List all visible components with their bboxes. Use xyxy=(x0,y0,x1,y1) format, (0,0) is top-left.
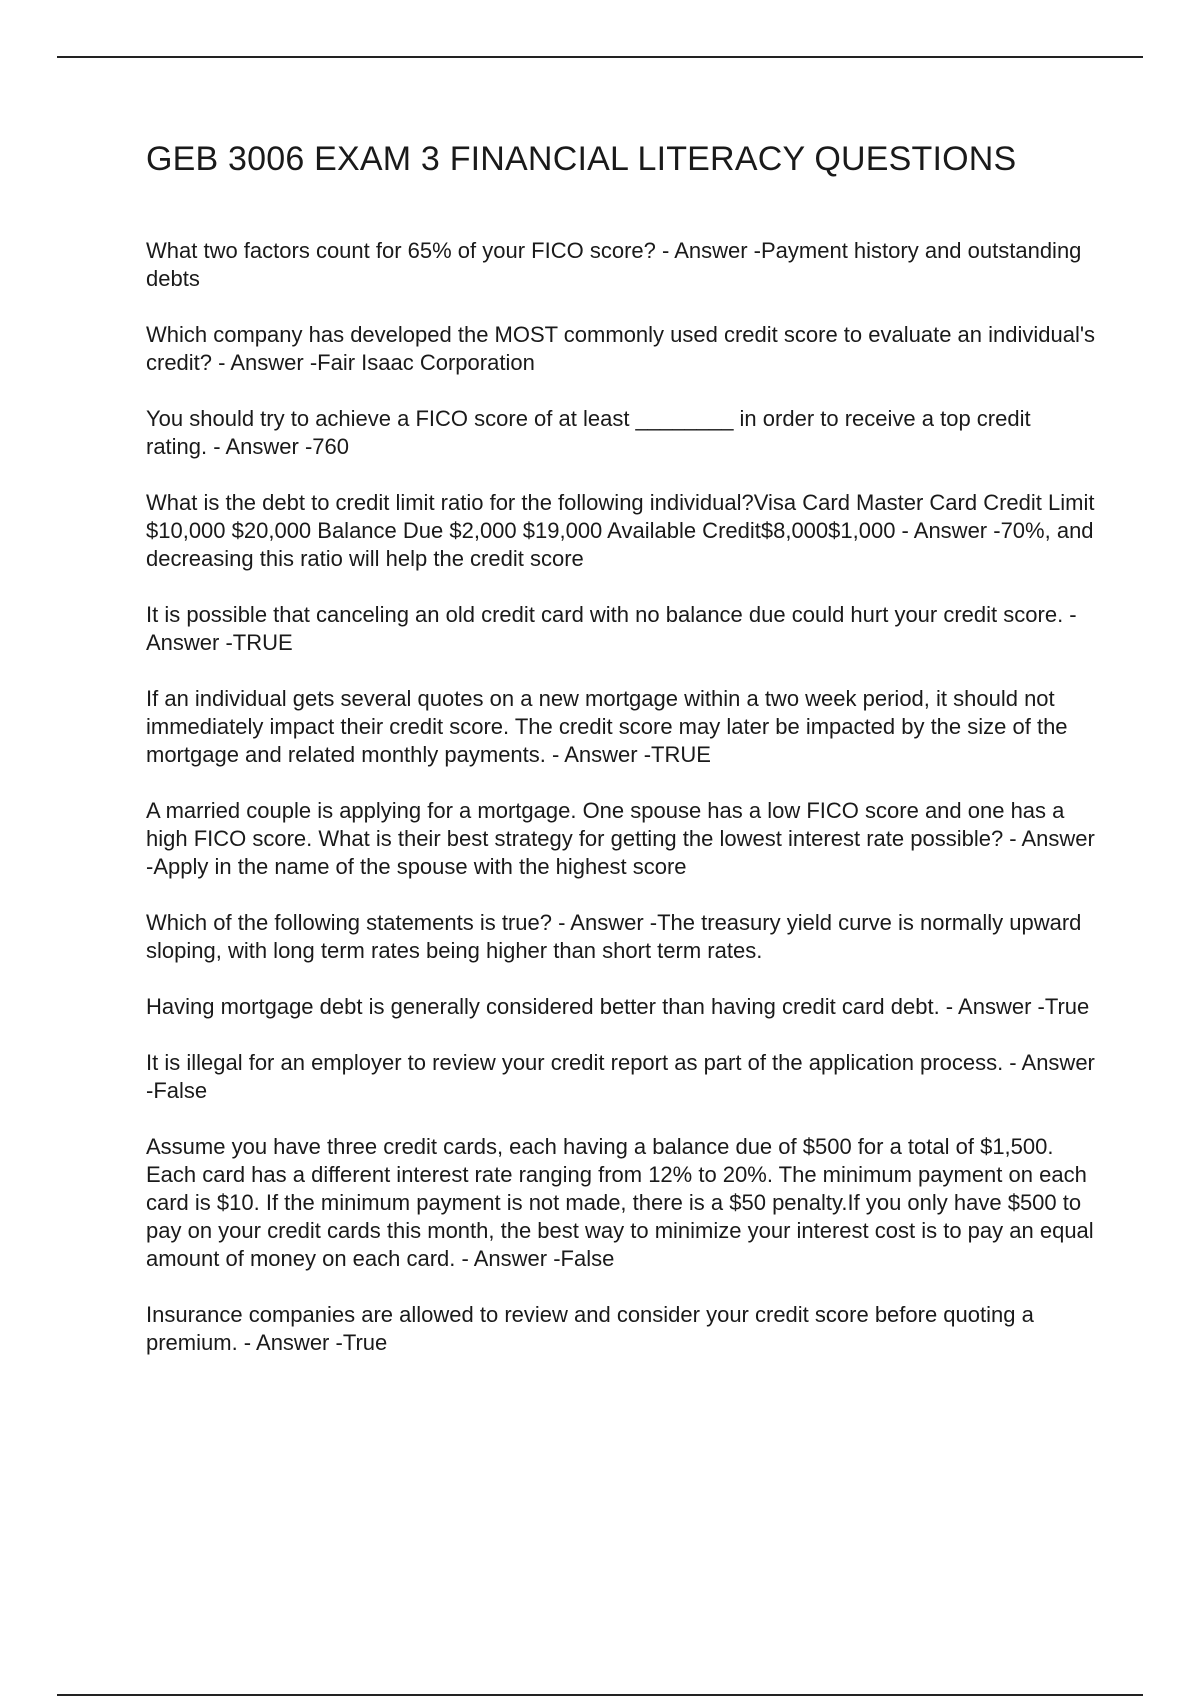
qa-item: Which company has developed the MOST commonly used credit score to evaluate an individual's credit? - Answer -Fair Isaac Corporation xyxy=(146,322,1096,375)
qa-item: If an individual gets several quotes on a new mortgage within a two week period, it should not immediately impact their credit score. The credit score may later be impacted by the size of the mortgage and related monthly payments. - Answer -TRUE xyxy=(146,686,1068,767)
qa-item: What is the debt to credit limit ratio for the following individual?Visa Card Master Card Credit Limit $10,000 $20,000 Balance Due $2,000 $19,000 Available Credit$8,000$1,000 - Answer -70%, and decreasing this ratio will help the credit score xyxy=(146,490,1095,571)
qa-item: What two factors count for 65% of your FICO score? - Answer -Payment history and outstanding debts xyxy=(146,238,1082,291)
qa-item: It is illegal for an employer to review your credit report as part of the application process. - Answer -False xyxy=(146,1050,1095,1103)
qa-item: You should try to achieve a FICO score of at least ________ in order to receive a top credit rating. - Answer -760 xyxy=(146,406,1031,459)
qa-item: Assume you have three credit cards, each having a balance due of $500 for a total of $1,500. Each card has a different interest rate ranging from 12% to 20%. The minimum payment on each card is $10. If the minimum payment is not made, there is a $50 penalty.If you only have $500 to pay on your credit cards this month, the best way to minimize your interest cost is to pay an equal amount of money on each card. - Answer -False xyxy=(146,1134,1094,1271)
qa-item: Insurance companies are allowed to review and consider your credit score before quoting a premium. - Answer -True xyxy=(146,1302,1034,1355)
document-body xyxy=(146,140,1096,1385)
qa-item: A married couple is applying for a mortgage. One spouse has a low FICO score and one has a high FICO score. What is their best strategy for getting the lowest interest rate possible? - Answer -Apply in the name of the spouse with the highest score xyxy=(146,798,1095,879)
qa-item: Having mortgage debt is generally considered better than having credit card debt. - Answer -True xyxy=(146,994,1090,1019)
bottom-rule xyxy=(57,1694,1143,1696)
top-rule xyxy=(57,56,1143,58)
qa-item: Which of the following statements is true? - Answer -The treasury yield curve is normally upward sloping, with long term rates being higher than short term rates. xyxy=(146,910,1082,963)
document-title: GEB 3006 EXAM 3 FINANCIAL LITERACY QUESTIONS xyxy=(146,140,1017,178)
qa-item: It is possible that canceling an old credit card with no balance due could hurt your credit score. - Answer -TRUE xyxy=(146,602,1077,655)
